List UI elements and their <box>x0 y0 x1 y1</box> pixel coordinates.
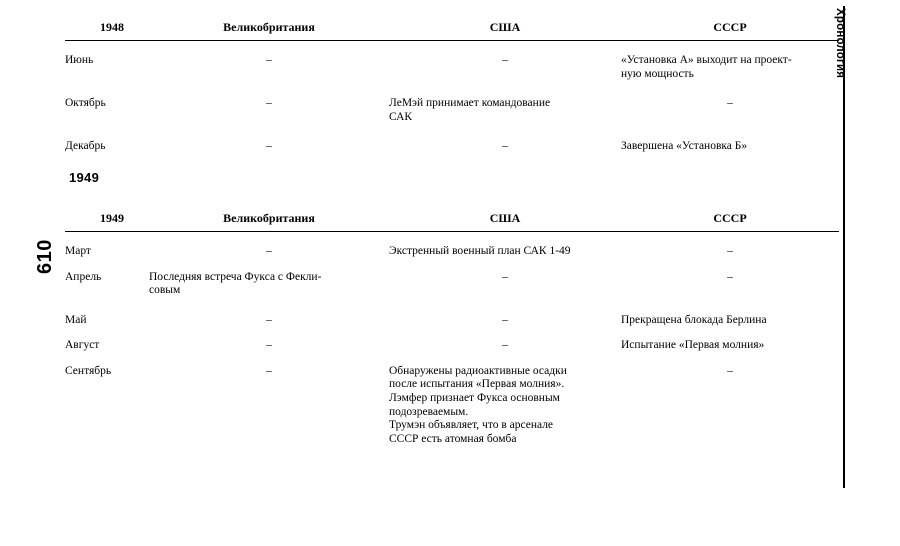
cell-usa: – <box>502 140 508 153</box>
cell-great-britain: – <box>266 339 272 352</box>
cell-line: Прекращена блокада Берлина <box>621 313 767 326</box>
cell-period: Август <box>65 339 100 352</box>
cell-ussr <box>621 298 839 328</box>
cell-line: Испытание «Первая молния» <box>621 339 765 352</box>
table-header <box>65 211 839 232</box>
cell-usa <box>389 81 621 124</box>
cell-line: подозреваемым. <box>389 405 469 418</box>
column-header-ussr: СССР <box>713 20 747 34</box>
page-number: 610 <box>34 239 56 274</box>
cell-period: Октябрь <box>65 97 106 110</box>
year-heading-1949: 1949 <box>69 170 100 185</box>
cell-ussr: – <box>727 97 733 110</box>
column-header-gb: Великобритания <box>223 20 315 34</box>
column-header-period: 1949 <box>100 211 124 225</box>
cell-line: Лэмфер признает Фукса основным <box>389 391 560 404</box>
table-row <box>65 327 839 353</box>
cell-ussr: – <box>727 245 733 257</box>
column-header-usa: США <box>489 211 521 225</box>
cell-line: «Установка А» выходит на проект- <box>621 54 792 66</box>
cell-line: СССР есть атомная бомба <box>389 432 517 445</box>
cell-period: Апрель <box>65 270 102 283</box>
cell-period: Июнь <box>65 54 94 66</box>
cell-ussr <box>621 327 839 353</box>
cell-line: Трумэн объявляет, что в арсенале <box>389 419 554 432</box>
table-row <box>65 353 839 446</box>
chronology-table-1949 <box>65 211 839 446</box>
table-row <box>65 232 839 259</box>
table-body <box>65 41 839 154</box>
cell-period: Сентябрь <box>65 364 112 377</box>
cell-ussr: – <box>727 270 733 283</box>
cell-line: совым <box>149 284 181 297</box>
cell-great-britain <box>149 259 389 298</box>
cell-line: Обнаружены радиоактивные осадки <box>389 364 567 377</box>
table-row <box>65 124 839 154</box>
column-header-usa: США <box>489 20 521 34</box>
cell-usa: – <box>502 270 508 283</box>
table-row <box>65 81 839 124</box>
cell-period: Май <box>65 313 87 326</box>
cell-line: Экстренный военный план САК 1-49 <box>389 245 571 257</box>
chronology-table-1948 <box>65 20 839 154</box>
table-row <box>65 41 839 82</box>
column-header-ussr: СССР <box>713 211 747 225</box>
cell-line: Завершена «Установка Б» <box>621 140 748 153</box>
cell-usa: – <box>502 313 508 326</box>
cell-great-britain: – <box>266 54 272 66</box>
cell-usa <box>389 232 621 259</box>
cell-usa <box>389 353 621 446</box>
cell-ussr: – <box>727 364 733 377</box>
cell-usa: – <box>502 54 508 66</box>
cell-period: Декабрь <box>65 140 106 153</box>
cell-great-britain: – <box>266 364 272 377</box>
cell-great-britain: – <box>266 97 272 110</box>
cell-ussr <box>621 41 839 82</box>
table-body <box>65 232 839 447</box>
cell-line: САК <box>389 110 413 123</box>
column-header-gb: Великобритания <box>223 211 315 225</box>
cell-ussr <box>621 124 839 154</box>
cell-line: после испытания «Первая молния». <box>389 378 565 391</box>
cell-period: Март <box>65 245 91 257</box>
running-head: Хронология <box>834 8 846 79</box>
cell-line: ную мощность <box>621 67 694 80</box>
cell-line: ЛеМэй принимает командование <box>389 97 551 110</box>
column-header-period: 1948 <box>100 20 124 34</box>
cell-great-britain: – <box>266 140 272 153</box>
table-header <box>65 20 839 41</box>
table-row <box>65 298 839 328</box>
cell-great-britain: – <box>266 313 272 326</box>
cell-great-britain: – <box>266 245 272 257</box>
cell-usa: – <box>502 339 508 352</box>
table-row <box>65 259 839 298</box>
cell-line: Последняя встреча Фукса с Фекли- <box>149 270 322 283</box>
